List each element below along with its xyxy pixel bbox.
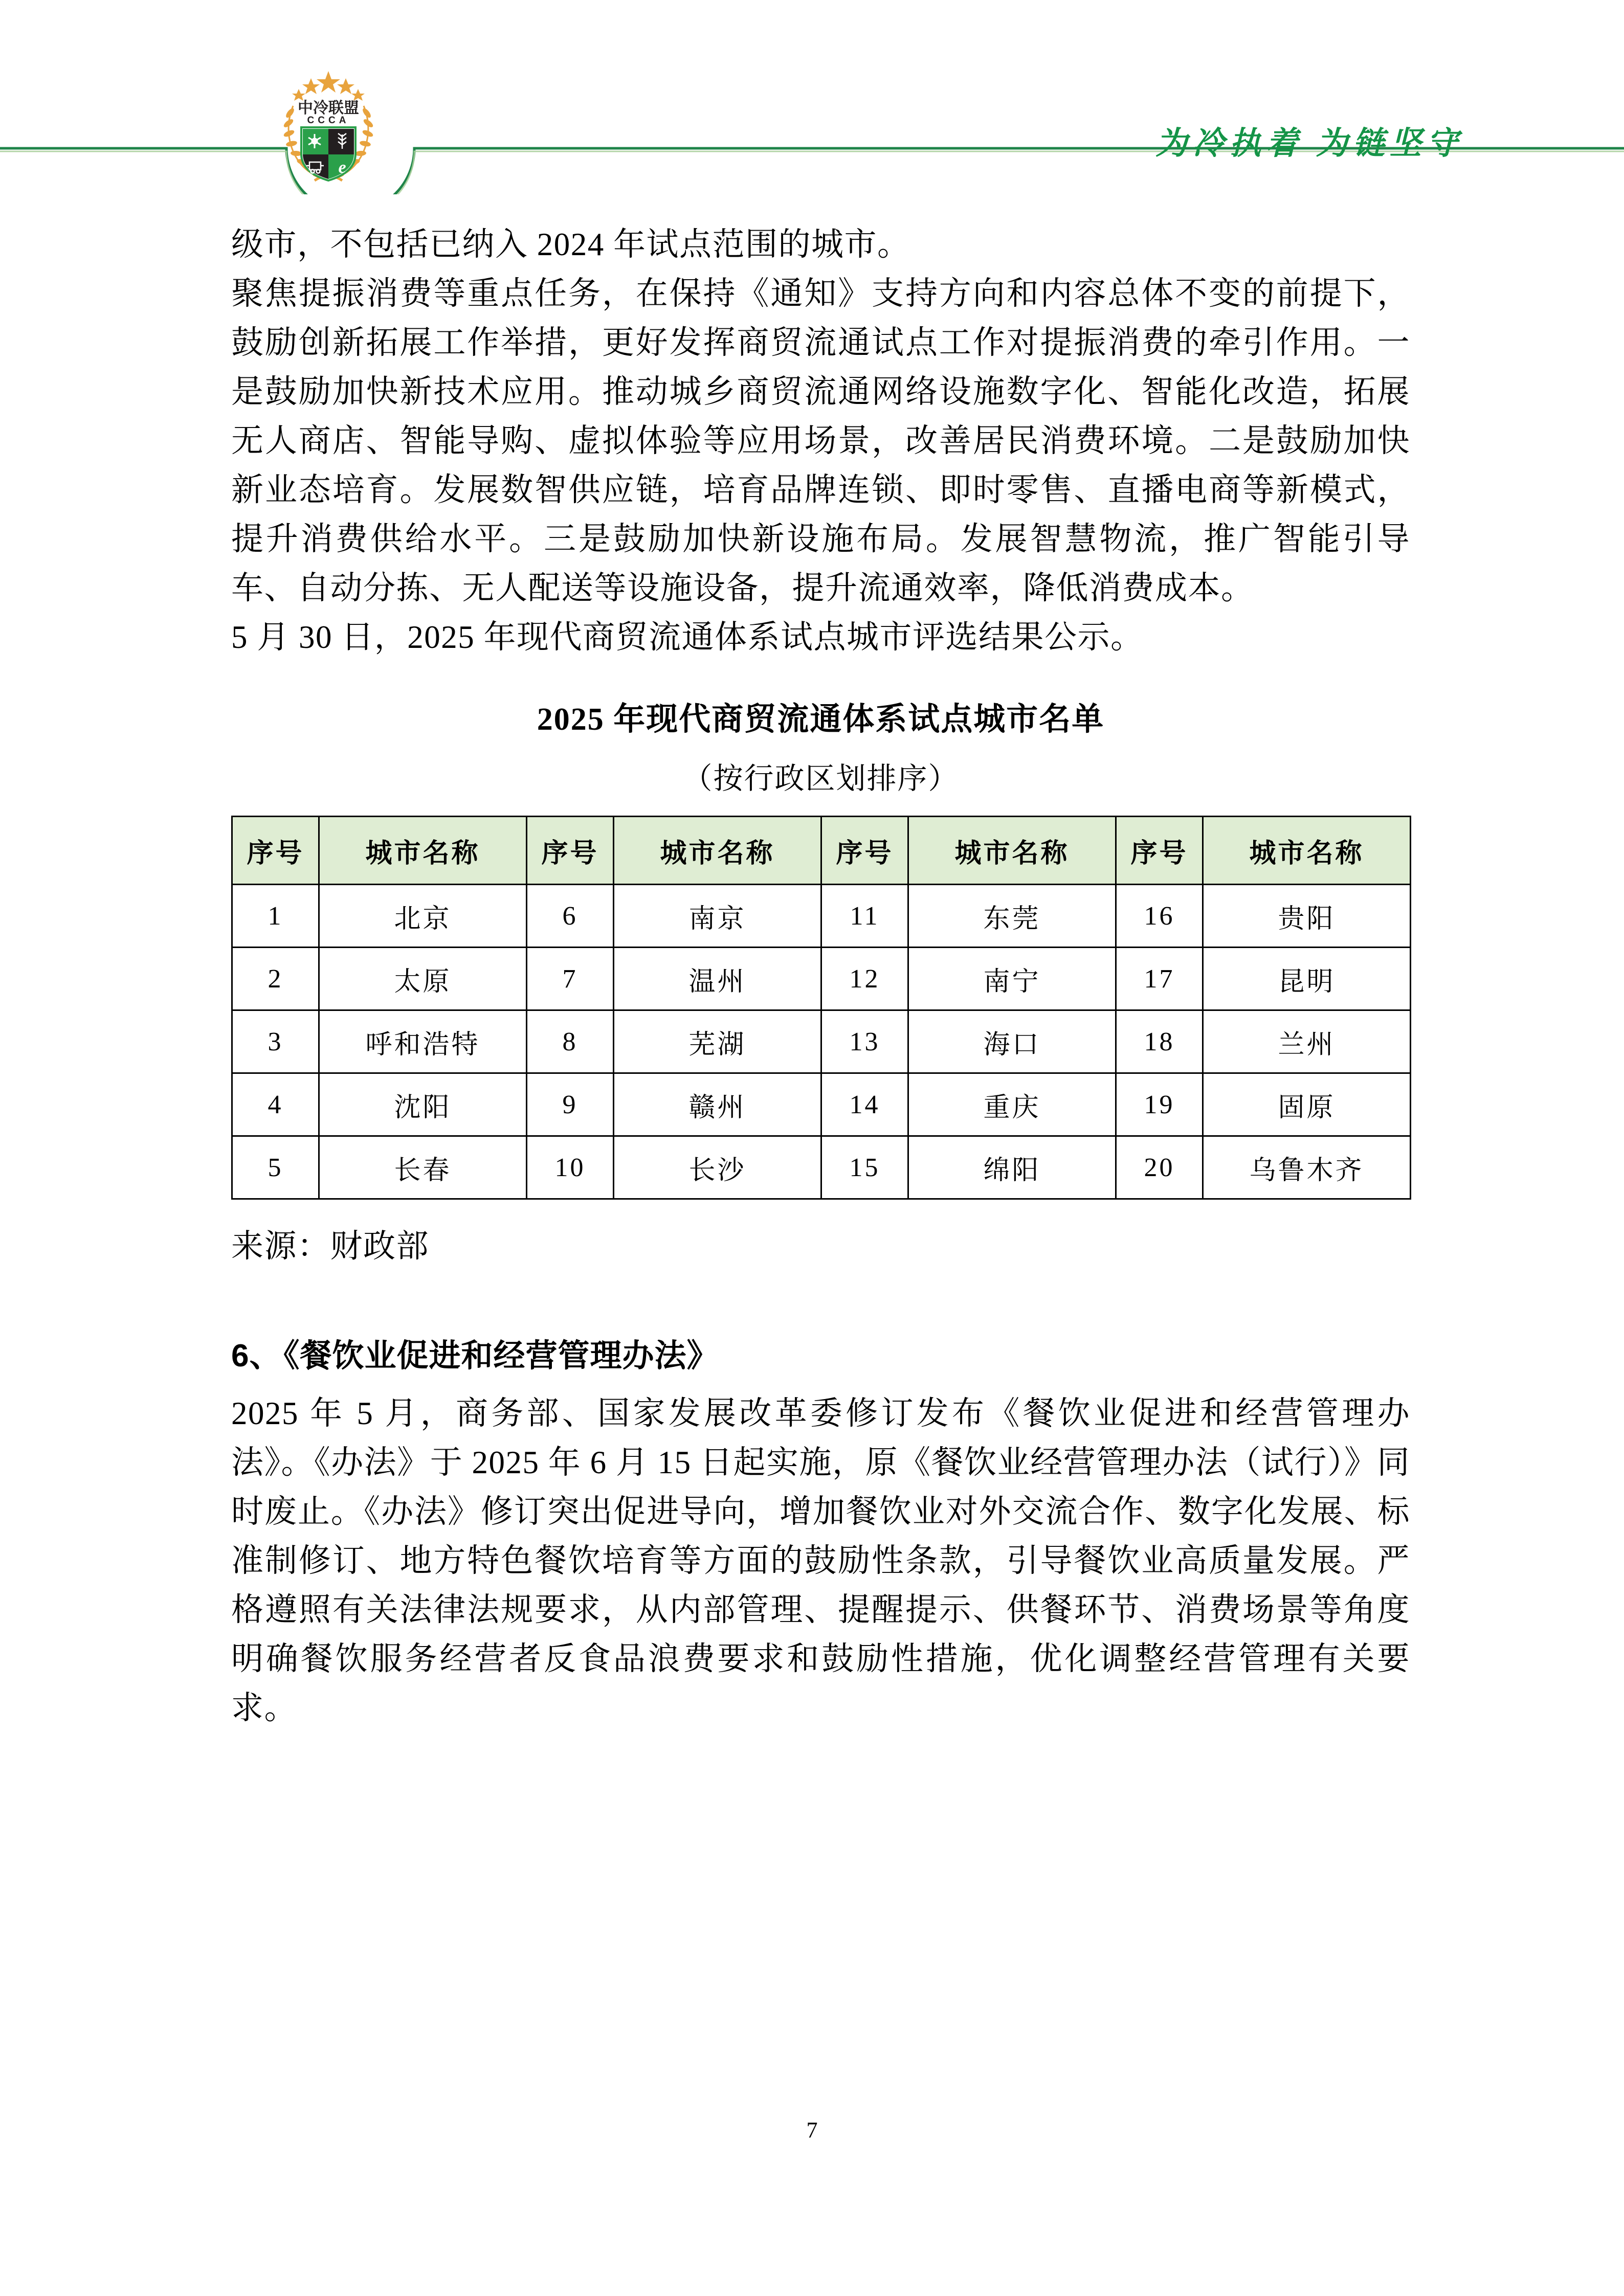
table-source: 来源：财政部 [231, 1228, 429, 1264]
table-row [232, 1136, 1411, 1199]
cell-index: 11 [821, 885, 908, 948]
page-footer [0, 2117, 1624, 2143]
cell-city-name: 芜湖 [614, 1010, 821, 1073]
cell-index: 5 [232, 1136, 319, 1199]
cell-index: 6 [527, 885, 614, 948]
table-subtitle: （按行政区划排序） [682, 762, 959, 795]
cell-index: 3 [232, 1010, 319, 1073]
e-commerce-icon: e [338, 158, 346, 177]
paragraph-announcement-date: 5 月 30 日，2025 年现代商贸流通体系试点城市评选结果公示。 [231, 619, 1144, 655]
cell-city-name: 南京 [614, 885, 821, 948]
cell-city-name: 东莞 [908, 885, 1116, 948]
column-header-city-4: 城市名称 [1203, 817, 1411, 885]
paragraph-continued: 级市，不包括已纳入 2024 年试点范围的城市。 [231, 227, 910, 262]
pilot-city-table [231, 816, 1411, 1200]
column-header-index-1: 序号 [232, 817, 319, 885]
cell-index: 1 [232, 885, 319, 948]
cell-city-name: 兰州 [1203, 1010, 1411, 1073]
cell-city-name: 昆明 [1203, 948, 1411, 1010]
table-row [232, 1073, 1411, 1136]
cell-city-name: 赣州 [614, 1073, 821, 1136]
logo-wordmark-abbr: CCCA [307, 115, 350, 126]
cell-index: 15 [821, 1136, 908, 1199]
page-header [0, 0, 1624, 194]
column-header-index-2: 序号 [527, 817, 614, 885]
paragraph-catering-regulation: 2025 年 5 月，商务部、国家发展改革委修订发布《餐饮业促进和经营管理办法》。《办法》于 2025 年 6 月 15 日起实施，原《餐饮业经营管理办法（试行）》同时废止。《办法》修订突出促进导向，增加餐饮业对外交流合作、数字化发展、标准制修订、地方特色餐饮培育等方面的鼓励性条款，引导餐饮业高质量发展。严格遵照有关法律法规要求，从内部管理、提醒提示、供餐环节、消费场景等角度明确餐饮服务经营者反食品浪费要求和鼓励性措施，优化调整经营管理有关要求。 [231, 1395, 1410, 1726]
cell-city-name: 重庆 [908, 1073, 1116, 1136]
stars-icon [292, 71, 365, 101]
column-header-index-4: 序号 [1116, 817, 1203, 885]
cell-index: 8 [527, 1010, 614, 1073]
cell-index: 13 [821, 1010, 908, 1073]
document-content [231, 220, 1410, 1732]
logo-wordmark-cn: 中冷联盟 [298, 100, 359, 117]
cell-city-name: 乌鲁木齐 [1203, 1136, 1411, 1199]
cell-city-name: 固原 [1203, 1073, 1411, 1136]
cell-index: 14 [821, 1073, 908, 1136]
column-header-city-1: 城市名称 [319, 817, 527, 885]
cell-city-name: 温州 [614, 948, 821, 1010]
cell-index: 16 [1116, 885, 1203, 948]
section-heading [231, 1330, 1410, 1376]
cell-index: 19 [1116, 1073, 1203, 1136]
column-header-index-3: 序号 [821, 817, 908, 885]
cell-index: 2 [232, 948, 319, 1010]
table-title: 2025 年现代商贸流通体系试点城市名单 [537, 702, 1105, 737]
paragraph-pilot-measures: 聚焦提振消费等重点任务，在保持《通知》支持方向和内容总体不变的前提下，鼓励创新拓展工作举措，更好发挥商贸流通试点工作对提振消费的牵引作用。一是鼓励加快新技术应用。推动城乡商贸流通网络设施数字化、智能化改造，拓展无人商店、智能导购、虚拟体验等应用场景，改善居民消费环境。二是鼓励加快新业态培育。发展数智供应链，培育品牌连锁、即时零售、直播电商等新模式，提升消费供给水平。三是鼓励加快新设施布局。发展智慧物流，推广智能引导车、自动分拣、无人配送等设施设备，提升流通效率，降低消费成本。 [231, 276, 1410, 606]
section-number: 6、 [231, 1338, 282, 1374]
table-row [232, 885, 1411, 948]
cell-index: 9 [527, 1073, 614, 1136]
cell-index: 20 [1116, 1136, 1203, 1199]
table-row [232, 948, 1411, 1010]
cell-city-name: 绵阳 [908, 1136, 1116, 1199]
ccca-logo-emblem [270, 64, 387, 189]
section-title: 《餐饮业促进和经营管理办法》 [283, 1338, 719, 1374]
cell-city-name: 呼和浩特 [319, 1010, 527, 1073]
cell-city-name: 贵阳 [1203, 885, 1411, 948]
header-tagline: 为冷执着 为链坚守 [1155, 126, 1463, 161]
cell-city-name: 长沙 [614, 1136, 821, 1199]
cell-city-name: 长春 [319, 1136, 527, 1199]
cell-city-name: 南宁 [908, 948, 1116, 1010]
cell-city-name: 北京 [319, 885, 527, 948]
cell-city-name: 太原 [319, 948, 527, 1010]
cell-city-name: 海口 [908, 1010, 1116, 1073]
page-number: 7 [806, 2118, 818, 2143]
shield-icon [300, 127, 357, 183]
cell-index: 12 [821, 948, 908, 1010]
cell-city-name: 沈阳 [319, 1073, 527, 1136]
ccca-logo [270, 64, 387, 189]
column-header-city-2: 城市名称 [614, 817, 821, 885]
table-header-row [232, 817, 1411, 885]
cell-index: 7 [527, 948, 614, 1010]
cell-index: 17 [1116, 948, 1203, 1010]
table-row [232, 1010, 1411, 1073]
cell-index: 4 [232, 1073, 319, 1136]
column-header-city-3: 城市名称 [908, 817, 1116, 885]
cell-index: 10 [527, 1136, 614, 1199]
cell-index: 18 [1116, 1010, 1203, 1073]
